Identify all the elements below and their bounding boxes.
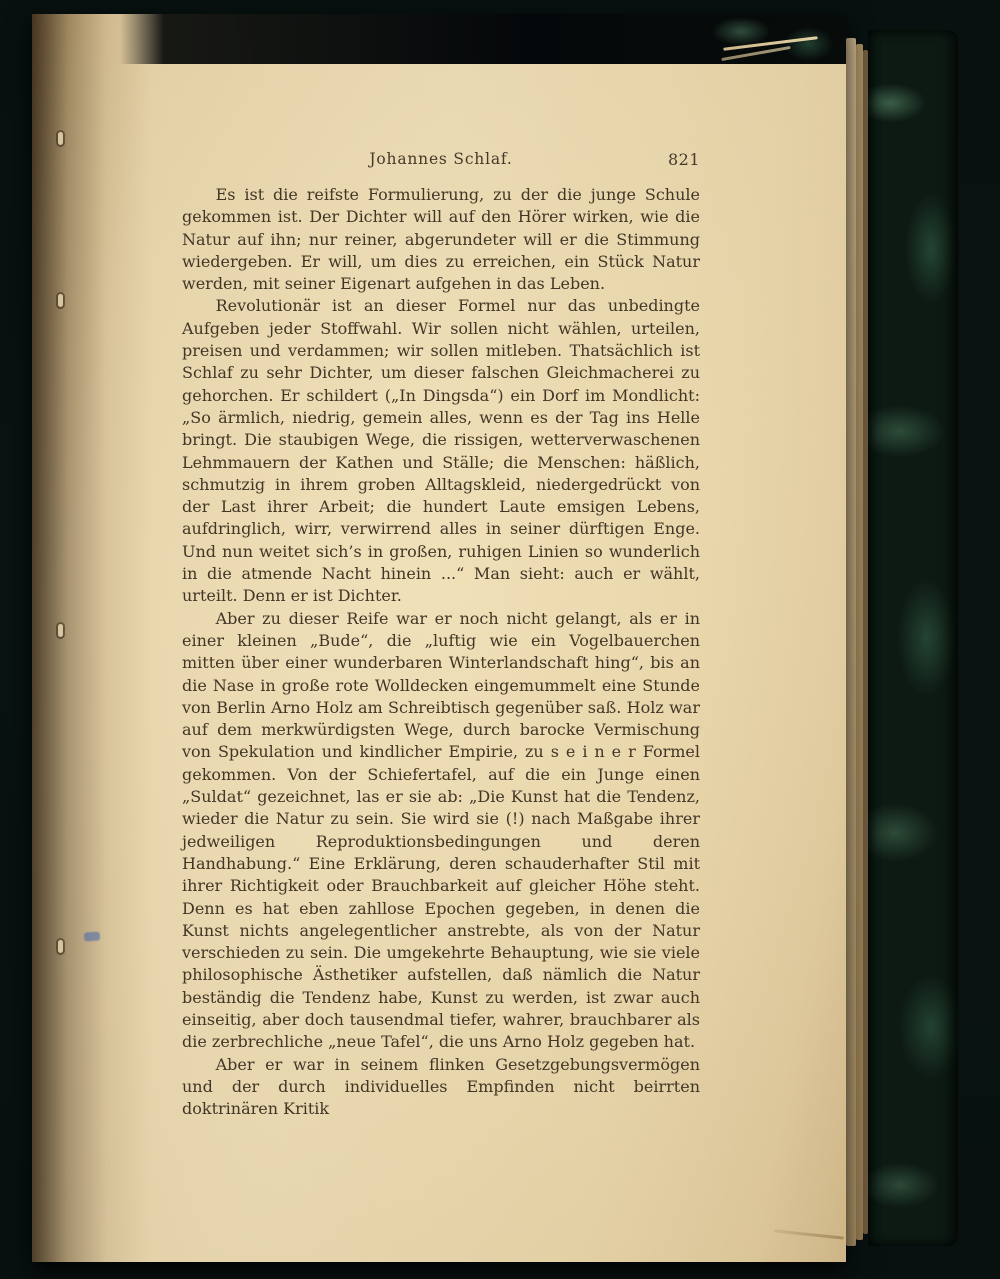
- page-stack-edge: [856, 44, 863, 1240]
- page-number: 821: [667, 150, 700, 169]
- binding-stitch: [58, 624, 63, 637]
- ink-stamp: [84, 931, 101, 941]
- book-page: [32, 14, 846, 1262]
- paragraph-3: Aber zu dieser Reife war er noch nicht gelangt, als er in einer kleinen „Bude“, die „luftig wie ein Vogelbauerchen mitten über einer wunderbaren Winterlandschaft hing“, bis an die Nase in große rote Wolldecken eingemummelt eine Stunde von Berlin Arno Holz am Schreibtisch gegenüber saß. Holz war auf dem merkwürdigsten Wege, durch barocke Vermischung von Spekulation und kindlicher Empirie, zu s e i n e r Formel gekommen. Von der Schiefertafel, auf die ein Junge einen „Suldat“ gezeichnet, las er sie ab: „Die Kunst hat die Tendenz, wieder die Natur zu sein. Sie wird sie (!) nach Maßgabe ihrer jedweiligen Reproduktionsbedingungen und deren Handhabung.“ Eine Erklärung, deren schauderhafter Stil mit ihrer Richtigkeit oder Brauchbarkeit auf gleicher Höhe steht. Denn es hat eben zahllose Epochen gegeben, in denen die Kunst nichts angelegentlicher anstrebte, als von der Natur verschieden zu sein. Die umgekehrte Behauptung, wie sie viele philosophische Ästhetiker aufstellen, daß nämlich die Natur beständig die Tendenz habe, Kunst zu werden, ist zwar auch einseitig, aber doch tausendmal tiefer, wahrer, brauchbarer als die zerbrechliche „neue Tafel“, die uns Arno Holz gegeben hat.: [182, 608, 700, 1052]
- paragraph-2: Revolutionär ist an dieser Formel nur das unbedingte Aufgeben jeder Stoffwahl. Wir sollen nicht wählen, urteilen, preisen und verdammen; wir sollen mitleben. Thatsächlich ist Schlaf zu sehr Dichter, um dieser falschen Gleichmacherei zu gehorchen. Er schildert („In Dingsda“) ein Dorf im Mondlicht: „So ärmlich, niedrig, gemein alles, wenn es der Tag ins Helle bringt. Die staubigen Wege, die rissigen, wetterverwaschenen Lehmmauern der Kathen und Ställe; die Menschen: häßlich, schmutzig in ihrem groben Alltagskleid, niedergedrückt von der Last ihrer Arbeit; die hundert Laute emsigen Lebens, aufdringlich, wirr, verwirrend alles in seiner dürftigen Enge. Und nun weitet sich’s in großen, ruhigen Linien so wunderlich in die atmende Nacht hinein ...“ Man sieht: auch er wählt, urteilt. Denn er ist Dichter.: [182, 296, 700, 606]
- binding-stitch: [58, 294, 63, 307]
- page-stack-edge: [846, 38, 856, 1246]
- paragraph-4: Aber er war in seinem flinken Gesetzgebungsvermögen und der durch individuelles Empfinden nicht beirrten doktrinären Kritik: [182, 1054, 700, 1119]
- binding-stitch: [58, 940, 63, 953]
- page-curl: [774, 1229, 844, 1239]
- paragraph-1: Es ist die reifste Formulierung, zu der die junge Schule gekommen ist. Der Dichter will auf den Hörer wirken, wie die Natur auf ihn; nur reiner, abgerundeter will er die Stimmung wiedergeben. Er will, um dies zu erreichen, ein Stück Natur werden, mit seiner Eigenart aufgehen in das Leben.: [182, 185, 700, 294]
- page-header: [182, 150, 700, 174]
- binding-stitch: [58, 132, 63, 145]
- cover-corner: [696, 14, 846, 64]
- text-block: [182, 184, 700, 1236]
- page-stack-edge: [863, 50, 868, 1234]
- cover-gap-shadow: [120, 14, 846, 64]
- book-cover-marbled: [868, 30, 958, 1246]
- gutter-shadow: [32, 14, 152, 1262]
- running-title: Johannes Schlaf.: [369, 150, 513, 168]
